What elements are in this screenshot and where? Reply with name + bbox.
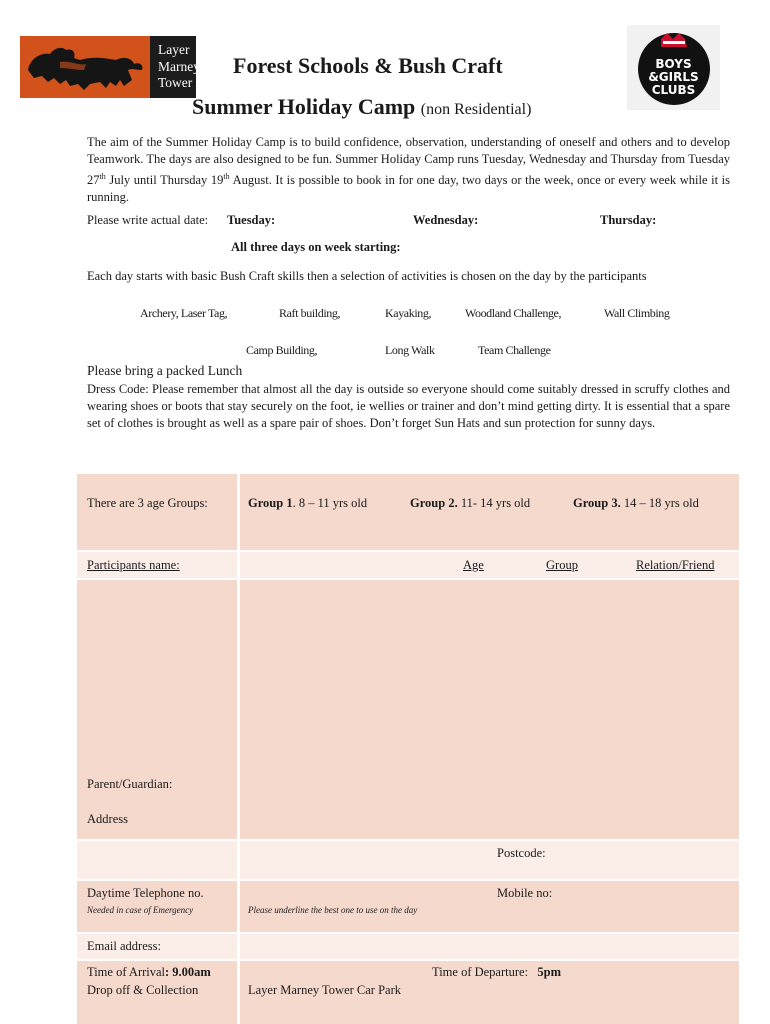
email-cell[interactable] bbox=[240, 934, 739, 959]
boys-girls-clubs-logo: BOYS &GIRLS CLUBS bbox=[627, 25, 720, 110]
age-header: Age bbox=[463, 558, 484, 572]
group2-text: Group 2. 11- 14 yrs old bbox=[410, 496, 531, 510]
date-prompt: Please write actual date: bbox=[87, 213, 209, 227]
postcode-left-cell bbox=[77, 841, 237, 879]
wednesday-label: Wednesday: bbox=[413, 213, 479, 227]
activity-item: Camp Building, bbox=[246, 343, 318, 357]
activity-item: Kayaking, bbox=[385, 306, 432, 320]
participants-name-header: Participants name: bbox=[87, 558, 180, 572]
activity-item: Long Walk bbox=[385, 343, 435, 357]
tuesday-label: Tuesday: bbox=[227, 213, 276, 227]
participants-details-cell[interactable] bbox=[240, 580, 739, 839]
dress-code-paragraph: Dress Code: Please remember that almost all the day is outside so everyone should come suitably dressed in scruffy clothes and wearing shoes or boots that stay securely on the foot, ie wellies or trainer and don’t mind getting dirty. It is essential that a spare set of clothes is brought as well as a spare pair of shoes. Don’t forget Sun Hats and sun protection for sunny days. bbox=[87, 382, 730, 430]
group3-text: Group 3. 14 – 18 yrs old bbox=[573, 496, 699, 510]
activity-item: Archery, Laser Tag, bbox=[140, 306, 228, 320]
departure-time: Time of Departure: 5pm bbox=[432, 965, 562, 979]
dropoff-label: Drop off & Collection bbox=[87, 983, 199, 997]
age-groups-label: There are 3 age Groups: bbox=[87, 496, 208, 510]
group1-text: Group 1. 8 – 11 yrs old bbox=[248, 496, 368, 510]
logo-left-text: Layer Marney Tower bbox=[158, 42, 200, 90]
postcode-cell[interactable] bbox=[240, 841, 739, 879]
age-groups-cell bbox=[240, 474, 739, 550]
page-subtitle: Summer Holiday Camp (non Residential) bbox=[192, 94, 532, 119]
intro-paragraph: The aim of the Summer Holiday Camp is to build confidence, observation, understanding of oneself and others and to develop Teamwork. The days are also designed to be fun. Summer Holiday Camp runs Tuesday, Wednesday and Thursday from Tuesday 27th July until Thursday 19th August. It is possible to book in for one day, two days or the week, once or every week while it is running. bbox=[87, 135, 731, 205]
mobile-label: Mobile no: bbox=[497, 886, 553, 900]
activities-intro: Each day starts with basic Bush Craft skills then a selection of activities is chosen on the day by the participants bbox=[87, 269, 647, 283]
participants-entry-cell[interactable] bbox=[77, 580, 237, 839]
relation-header: Relation/Friend bbox=[636, 558, 715, 572]
group-header: Group bbox=[546, 558, 578, 572]
age-groups-label-cell bbox=[77, 474, 237, 550]
address-label: Address bbox=[87, 812, 128, 826]
daytime-telephone-label: Daytime Telephone no. bbox=[87, 886, 204, 900]
arrival-time: Time of Arrival: 9.00am bbox=[87, 965, 211, 979]
parent-guardian-label: Parent/Guardian: bbox=[87, 777, 173, 791]
activity-item: Woodland Challenge, bbox=[465, 306, 562, 320]
underline-note: Please underline the best one to use on the day bbox=[248, 905, 418, 915]
thursday-label: Thursday: bbox=[600, 213, 657, 227]
activity-item: Raft building, bbox=[279, 306, 341, 320]
lion-icon bbox=[20, 36, 150, 98]
emergency-note: Needed in case of Emergency bbox=[87, 905, 194, 915]
all-three-days-label: All three days on week starting: bbox=[231, 240, 401, 254]
activity-item: Wall Climbing bbox=[604, 306, 670, 320]
postcode-label: Postcode: bbox=[497, 846, 546, 860]
collection-location: Layer Marney Tower Car Park bbox=[248, 983, 402, 997]
packed-lunch-note: Please bring a packed Lunch bbox=[87, 363, 243, 378]
layer-marney-tower-logo bbox=[20, 36, 200, 98]
email-label: Email address: bbox=[87, 939, 161, 953]
activity-item: Team Challenge bbox=[478, 343, 551, 357]
